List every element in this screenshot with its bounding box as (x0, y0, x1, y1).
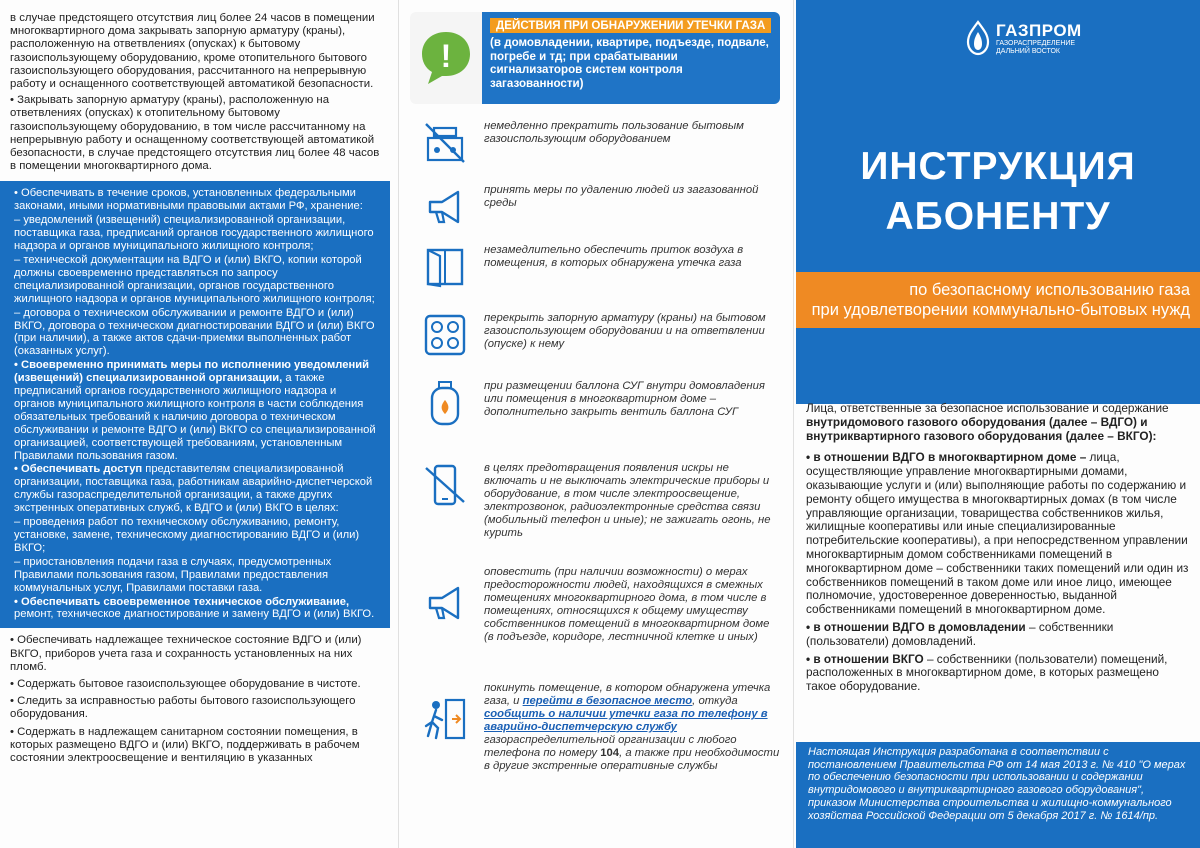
emergency-number: 104 (600, 747, 620, 759)
action-item (422, 380, 782, 426)
cover-block (796, 0, 1200, 404)
action-text: немедленно прекратить пользование бытовым газоиспользующим оборудованием (484, 120, 744, 145)
banner-title: ДЕЙСТВИЯ ПРИ ОБНАРУЖЕНИИ УТЕЧКИ ГАЗА (490, 18, 771, 33)
action-text: при размещении баллона СУГ внутри домовладения или помещения в многоквартирном доме – дополнительно закрыть вентиль баллона СУГ (484, 380, 765, 418)
phone-crossed-icon (422, 462, 468, 508)
banner-subtitle: (в домовладении, квартире, подъезде, подвале, погребе и тд; при срабатывании сигнализаторов систем контроля загазованности) (490, 36, 769, 90)
action-text: принять меры по удалению людей из загазованной среды (484, 184, 759, 209)
logo-subtitle: ГАЗОРАСПРЕДЕЛЕНИЕ (996, 40, 1076, 47)
obligations-box (0, 181, 390, 628)
safe-place-link: перейти в безопасное место (522, 695, 693, 707)
megaphone-icon (422, 184, 468, 230)
bottom-paragraphs (8, 634, 390, 765)
subtitle-band: по безопасному использованию газа при удовлетворении коммунально-бытовых нужд (796, 272, 1200, 328)
action-item (422, 566, 782, 644)
exit-running-icon (422, 696, 468, 742)
fold-line (793, 0, 794, 848)
obligation-item: • Своевременно принимать меры по исполнению уведомлений (извещений) специализированной организации, а также предписаний органов государственного жилищного надзора и органов муниципального жилищного контроля в части соблюдения обязательных требований к наличию договора о техническом обслуживании и ремонте ВДГО и (или) ВКГО со специализированной организацией, соответствующей требованиям, установленным Правилами пользования газом. (14, 359, 376, 462)
action-item (422, 244, 782, 290)
open-window-icon (422, 244, 468, 290)
action-item (422, 682, 782, 773)
gas-burners-icon (422, 312, 468, 358)
svg-text:!: ! (440, 38, 452, 74)
left-panel (0, 0, 400, 848)
action-item (422, 462, 782, 540)
intro: Лица, ответственные за безопасное использование и содержание внутридомового газового оборудования (далее – ВДГО) и внутриквартирного газового оборудования (далее – ВКГО): (806, 401, 1169, 443)
gas-cylinder-icon (422, 380, 468, 426)
logo-subtitle: ДАЛЬНИЙ ВОСТОК (996, 48, 1061, 55)
obligation-item: – договора о техническом обслуживании и ремонте ВДГО и (или) ВКГО, договора о техническом диагностировании ВДГО и (или) ВКГО (при наличии), а также актов сдачи-приемки выполненных работ (оказанных услуг). (14, 306, 375, 358)
responsibility-item: • в отношении ВДГО в многоквартирном доме – лица, осуществляющие управление многоквартирными домами, оказывающие услуги и (или) выполняющие работы по содержанию и ремонту общего имущества в многоквартирных домах (в том числе управляющие организации, товарищества собственников жилья, жилищные кооперативы или иные специализированные потребительские кооперативы), а при непосредственном управлении многоквартирным домом собственниками помещений в многоквартирном доме – собственники таких помещений или один из собственников помещений в таком доме или иное лицо, имеющее полномочие, удостоверенное доверенностью, выданной собственниками помещений в многоквартирном доме. (806, 450, 1189, 617)
obligation-item: – уведомлений (извещений) специализированной организации, поставщика газа, предписаний органов государственного жилищного надзора и органов муниципального жилищного контроля; (14, 214, 374, 253)
paragraph: • Обеспечивать надлежащее техническое состояние ВДГО и (или) ВКГО, приборов учета газа и сохранность установленных на них пломб. (10, 634, 362, 673)
paragraph: • Содержать бытовое газоиспользующее оборудование в чистоте. (10, 677, 361, 690)
top-paragraphs (8, 12, 390, 173)
megaphone-icon (422, 580, 468, 626)
gas-leak-banner (410, 12, 780, 104)
report-leak-link: сообщить о наличии утечки газа по телефону в аварийно-диспетчерскую службу (484, 708, 768, 733)
gazprom-logo (964, 20, 1082, 58)
responsibility-item: • в отношении ВКГО – собственники (пользователи) помещений, расположенных в многоквартирном доме, в которых размещено такое оборудование. (806, 651, 1168, 694)
paragraph: в случае предстоящего отсутствия лиц более 24 часов в помещении многоквартирного дома закрывать запорную арматуру (краны), расположенную на ответвлениях (опусках) к бытовому газоиспользующему оборудованию, кроме отопительного бытового газоиспользующего оборудования, рассчитанного на непрерывную работу и оснащенного соответствующей автоматикой безопасности. (10, 12, 375, 91)
legal-note: Настоящая Инструкция разработана в соответствии с постановлением Правительства РФ от 14 мая 2013 г. № 410 "О мерах по обеспечению безопасности при использовании и содержании внутридомового и внутриквартирного газового оборудования", приказом Министерства строительства и жилищно-коммунального хозяйства Российской Федерации от 5 декабря 2017 г. № 1614/пр. (796, 742, 1200, 848)
action-text: покинуть помещение, в котором обнаружена утечка газа, и перейти в безопасное место, откуда сообщить о наличии утечки газа по телефону в аварийно-диспетчерскую службу газораспределительной организации с любого телефона по номеру 104, а также при необходимости в другие экстренные оперативные службы (484, 682, 780, 772)
fold-line (398, 0, 399, 848)
obligation-item: – приостановления подачи газа в случаях, предусмотренных Правилами пользования газом, Правилами предоставления коммунальных услуг, Правилами поставки газа. (14, 555, 332, 594)
action-text: перекрыть запорную арматуру (краны) на бытовом газоиспользующем оборудовании и на ответвлении (опуске) к нему (484, 312, 766, 350)
obligation-item: – проведения работ по техническому обслуживанию, ремонту, установке, замене, техническому диагностированию ВДГО и (или) ВКГО; (14, 516, 360, 554)
obligation-item: • Обеспечивать своевременное техническое обслуживание, ремонт, техническое диагностирование и замену ВДГО и (или) ВКГО. (14, 595, 375, 621)
obligation-item: – технической документации на ВДГО и (или) ВКГО, копии которой должны своевременно представляться по запросу специализированной организации, органов государственного жилищного надзора и органов муниципального жилищного контроля; (14, 253, 375, 305)
action-item (422, 312, 782, 358)
action-text: незамедлительно обеспечить приток воздуха в помещения, в которых обнаружена утечка газа (484, 244, 744, 269)
banner-text (482, 12, 780, 104)
stove-crossed-icon (422, 120, 468, 166)
action-item (422, 184, 782, 230)
paragraph: • Содержать в надлежащем санитарном состоянии помещения, в которых размещено ВДГО и (или) ВКГО, поддерживать в рабочем состоянии электроосвещение и вентиляцию в указанных (10, 725, 360, 764)
responsibility-item: • в отношении ВДГО в домовладении – собственники (пользователи) домовладений. (806, 619, 1114, 648)
paragraph: • Закрывать запорную арматуру (краны), расположенную на ответвлениях (опусках) к отопительному бытовому газоиспользующему оборудованию, в том числе рассчитанному на непрерывную работу и оснащенному соответствующей автоматикой безопасности, в случае предстоящего отсутствия лиц более 48 часов в помещении многоквартирного дома. (10, 94, 380, 173)
logo-name: ГАЗПРОМ (996, 21, 1082, 40)
page-title: ИНСТРУКЦИЯ АБОНЕНТУ (860, 145, 1136, 238)
obligation-item: • Обеспечивать доступ представителям специализированной организации, поставщика газа, работникам аварийно-диспетчерской службы газораспределительной организации, а также других экстренных оперативных служб, к ВДГО и (или) ВКГО в целях: (14, 463, 373, 515)
responsibility-text (806, 402, 1192, 698)
action-item (422, 120, 782, 166)
action-text: оповестить (при наличии возможности) о мерах предосторожности людей, находящихся в смежных помещениях многоквартирного дома, в том числе в помещениях, относящихся к общему имуществу собственников помещений в многоквартирном доме (в подъезде, коридоре, лестничной клетке и иных) (484, 566, 770, 643)
action-text: в целях предотвращения появления искры не включать и не выключать электрические приборы и оборудование, в том числе электроосвещение, электрозвонок, радиоэлектронные средства связи (мобильный телефон и иные); не зажигать огонь, не курить (484, 462, 771, 539)
middle-panel (400, 0, 792, 848)
obligation-item: • Обеспечивать в течение сроков, установленных федеральными законами, иными нормативными правовыми актами РФ, хранение: (14, 187, 363, 213)
warning-icon (410, 12, 482, 104)
flame-logo-icon (964, 20, 992, 58)
paragraph: • Следить за исправностью работы бытового газоиспользующего оборудования. (10, 695, 356, 721)
right-panel (796, 0, 1200, 848)
